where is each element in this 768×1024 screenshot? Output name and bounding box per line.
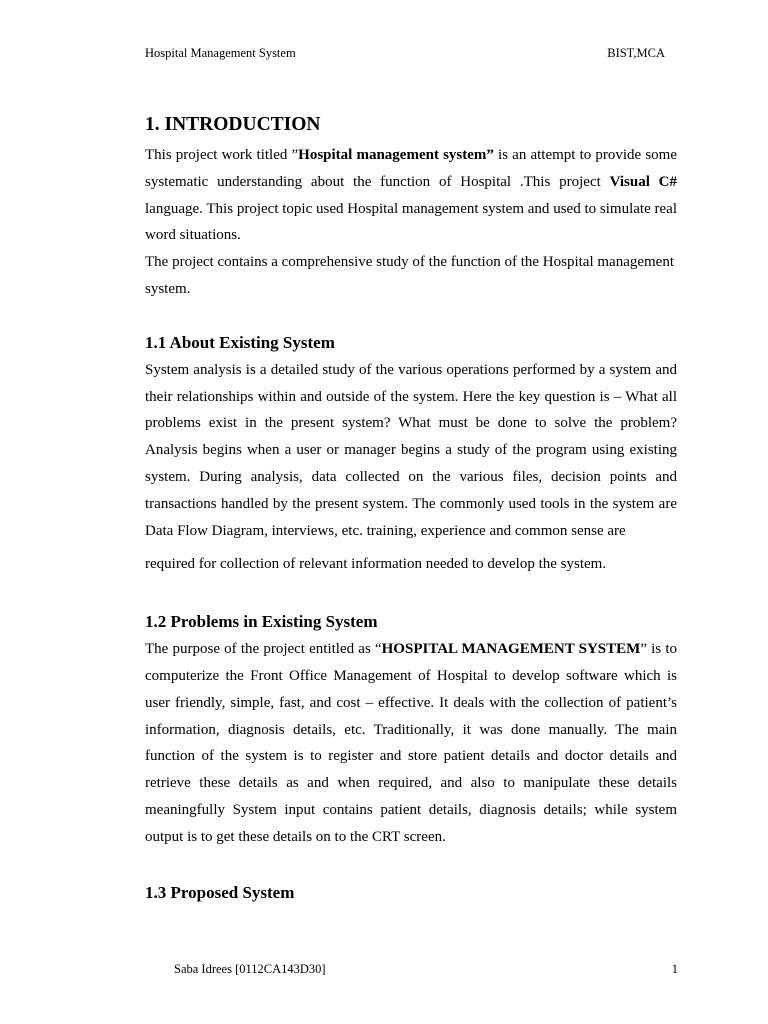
problems-text-c: ” is to computerize the Front Office Management of Hospital to develop software which is user friendly, simple, fast, and cost – effective. It deals with the collection of patient’s information, diagnosis details, etc. Traditionally, it was done manually. The main function of the system is to register and store patient details and doctor details and retrieve these details as and when required, and also to manipulate these details meaningfully System input contains patient details, diagnosis details; while system output is to get these details on to the CRT screen.	[145, 641, 677, 845]
problems-paragraph	[145, 636, 677, 850]
header-title: Hospital Management System	[145, 46, 296, 60]
spacer	[145, 851, 677, 881]
existing-paragraph-2: required for collection of relevant information needed to develop the system.	[145, 556, 607, 573]
spacer	[145, 303, 677, 331]
page-number: 1	[671, 962, 678, 976]
running-header	[145, 46, 665, 61]
subsection-title-proposed-system: 1.3 Proposed System	[145, 882, 295, 902]
subsection-title-problems: 1.2 Problems in Existing System	[145, 612, 378, 632]
intro-paragraph-2: The project contains a comprehensive study of the function of the Hospital management system.	[145, 254, 675, 297]
intro-text-1c: is an attempt to provide some systematic understanding about the function of Hospital .This project	[145, 147, 677, 190]
document-body	[145, 112, 677, 905]
section-title-introduction: 1. INTRODUCTION	[145, 114, 321, 135]
subsection-title-existing-system: 1.1 About Existing System	[145, 332, 335, 352]
intro-text-1b-bold: Hospital management system”	[298, 147, 494, 163]
problems-text-a: The purpose of the project entitled as “	[145, 641, 382, 658]
existing-paragraph-1: System analysis is a detailed study of the various operations performed by a system and their relationships within and outside of the system. Here the key question is – What all problems exist in the present system? What must be done to solve the problem? Analysis begins when a user or manager begins a study of the program using existing system. During analysis, data collected on the various files, decision points and transactions handled by the present system. The commonly used tools in the system are Data Flow Diagram, interviews, etc. training, experience and common sense are	[145, 361, 677, 539]
header-institution: BIST,MCA	[607, 46, 665, 60]
page-footer	[174, 962, 678, 977]
problems-text-b-bold: HOSPITAL MANAGEMENT SYSTEM	[381, 641, 641, 658]
intro-text-1a: This project work titled ”	[145, 147, 299, 163]
footer-author: Saba Idrees [0112CA143D30]	[174, 962, 326, 976]
intro-text-1d-bold: Visual C#	[609, 173, 678, 190]
intro-text-1e: language. This project topic used Hospital management system and used to simulate real word situations.	[145, 200, 677, 244]
spacer	[145, 578, 677, 610]
intro-paragraph-1	[145, 142, 677, 249]
